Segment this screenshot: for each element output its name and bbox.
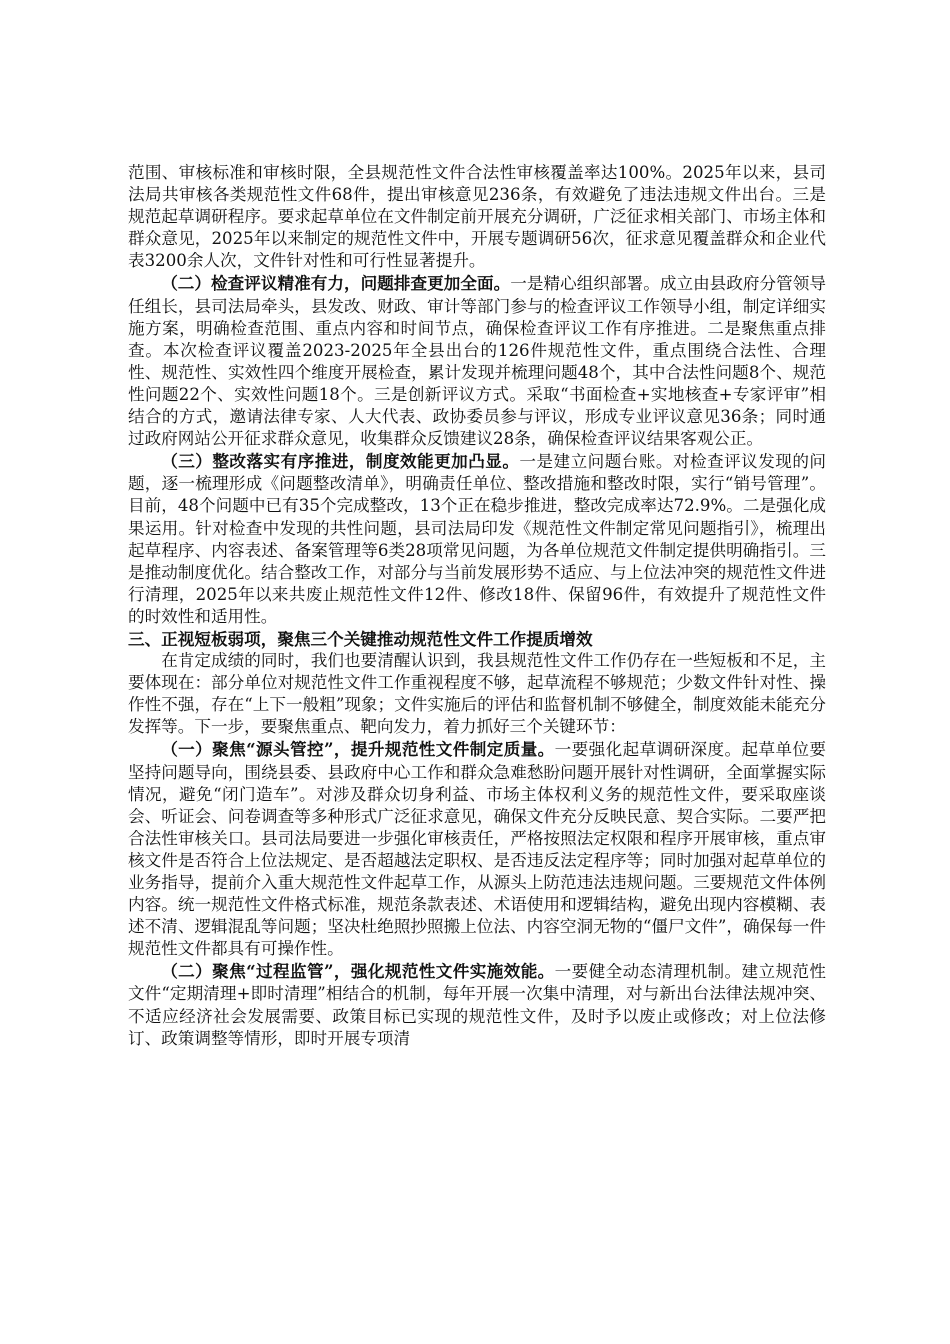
paragraph-3	[128, 450, 826, 628]
paragraph-6-lead: （二）聚焦“过程监管”，强化规范性文件实施效能。	[161, 961, 555, 982]
paragraph-3-text: 一是建立问题台账。对检查评议发现的问题，逐一梳理形成《问题整改清单》，明确责任单位、整改措施和整改时限，实行“销号管理”。目前，48个问题中已有35个完成整改，13个正在稳步推进，整改完成率达72.9%。二是强化成果运用。针对检查中发现的共性问题，县司法局印发《规范性文件制定常见问题指引》，梳理出起草程序、内容表述、备案管理等6类28项常见问题，为各单位规范文件制定提供明确指引。三是推动制度优化。结合整改工作，对部分与当前发展形势不适应、与上位法冲突的规范性文件进行清理，2025年以来共废止规范性文件12件、修改18件、保留96件，有效提升了规范性文件的时效性和适用性。	[128, 452, 827, 626]
paragraph-6	[128, 960, 826, 1049]
paragraph-3-lead: （三）整改落实有序推进，制度效能更加凸显。	[161, 451, 520, 472]
paragraph-6-text: 一要健全动态清理机制。建立规范性文件“定期清理+即时清理”相结合的机制，每年开展一次集中清理，对与新出台法律法规冲突、不适应经济社会发展需要、政策目标已实现的规范性文件，及时予以废止或修改；对上位法修订、政策调整等情形，即时开展专项清	[128, 962, 827, 1048]
paragraph-2-text: 一是精心组织部署。成立由县政府分管领导任组长，县司法局牵头，县发改、财政、审计等部门参与的检查评议工作领导小组，制定详细实施方案，明确检查范围、重点内容和时间节点，确保检查评议工作有序推进。二是聚焦重点排查。本次检查评议覆盖2023-2025年全县出台的126件规范性文件，重点围绕合法性、合理性、规范性、实效性四个维度开展检查，累计发现并梳理问题48个，其中合法性问题8个、规范性问题22个、实效性问题18个。三是创新评议方式。采取“书面检查+实地核查+专家评审”相结合的方式，邀请法律专家、人大代表、政协委员参与评议，形成专业评议意见36条；同时通过政府网站公开征求群众意见，收集群众反馈建议28条，确保检查评议结果客观公正。	[128, 274, 827, 449]
paragraph-4	[128, 650, 826, 738]
paragraph-2-lead: （二）检查评议精准有力，问题排查更加全面。	[161, 273, 511, 294]
paragraph-1-text: 范围、审核标准和审核时限，全县规范性文件合法性审核覆盖率达100%。2025年以来，县司法局共审核各类规范性文件68件，提出审核意见236条，有效避免了违法违规文件出台。三是规范起草调研程序。要求起草单位在文件制定前开展充分调研，广泛征求相关部门、市场主体和群众意见，2025年以来制定的规范性文件中，开展专题调研56次，征求意见覆盖群众和企业代表3200余人次，文件针对性和可行性显著提升。	[128, 163, 826, 271]
paragraph-5	[128, 738, 826, 960]
paragraph-5-lead: （一）聚焦“源头管控”，提升规范性文件制定质量。	[161, 739, 555, 760]
paragraph-5-text: 一要强化起草调研深度。起草单位要坚持问题导向，围绕县委、县政府中心工作和群众急难愁盼问题开展针对性调研，全面掌握实际情况，避免“闭门造车”。对涉及群众切身利益、市场主体权利义务的规范性文件，要采取座谈会、听证会、问卷调查等多种形式广泛征求意见，确保文件充分反映民意、契合实际。二要严把合法性审核关口。县司法局要进一步强化审核责任，严格按照法定权限和程序开展审核，重点审核文件是否符合上位法规定、是否超越法定职权、是否违反法定程序等；同时加强对起草单位的业务指导，提前介入重大规范性文件起草工作，从源头上防范违法违规问题。三要规范文件体例内容。统一规范性文件格式标准，规范条款表述、术语使用和逻辑结构，避免出现内容模糊、表述不清、逻辑混乱等问题；坚决杜绝照抄照搬上位法、内容空洞无物的“僵尸文件”，确保每一件规范性文件都具有可操作性。	[128, 740, 827, 959]
paragraph-4-text: 在肯定成绩的同时，我们也要清醒认识到，我县规范性文件工作仍存在一些短板和不足，主要体现在：部分单位对规范性文件工作重视程度不够，起草流程不够规范；少数文件针对性、操作性不强，存在“上下一般粗”现象；文件实施后的评估和监督机制不够健全，制度效能未能充分发挥等。下一步，要聚焦重点、靶向发力，着力抓好三个关键环节：	[128, 651, 826, 737]
paragraph-2	[128, 272, 826, 450]
section-heading-text: 三、正视短板弱项，聚焦三个关键推动规范性文件工作提质增效	[128, 628, 593, 649]
document-body	[128, 162, 826, 1050]
paragraph-1	[128, 162, 826, 272]
section-heading	[128, 628, 826, 650]
